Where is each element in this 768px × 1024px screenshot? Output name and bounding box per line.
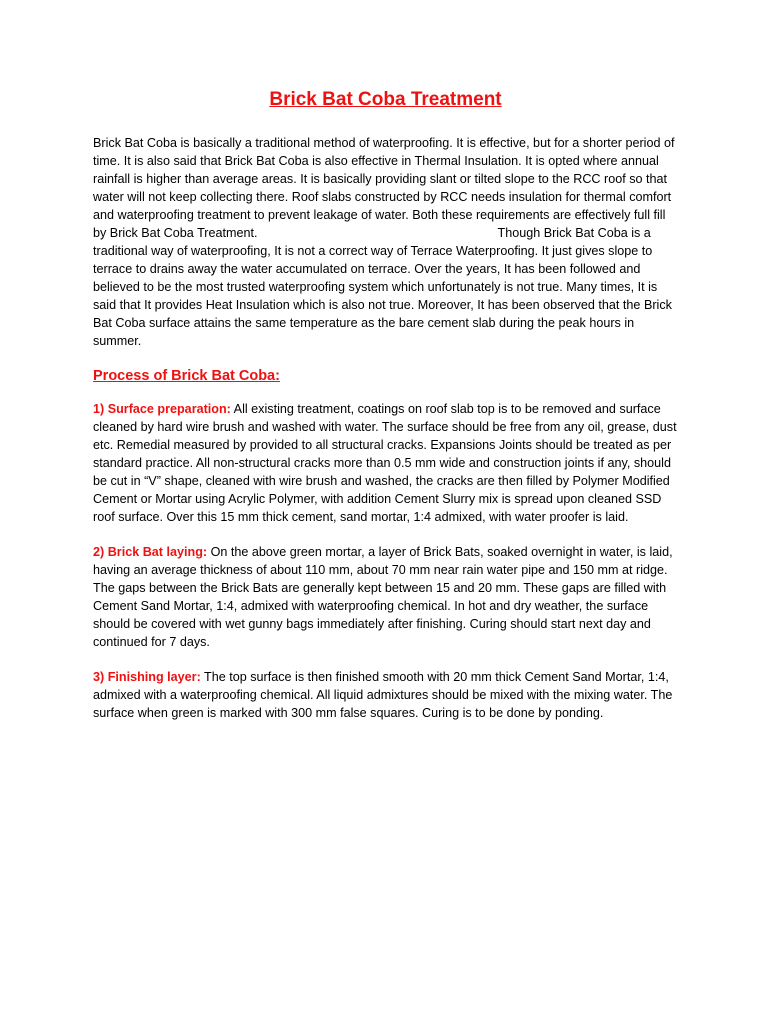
document-title: Brick Bat Coba Treatment [269, 89, 502, 110]
step-text: All existing treatment, coatings on roof slab top is to be removed and surface cleaned by hard wire brush and washed with water. The surface should be free from any oil, grease, dust etc. Remedial measured by provided to all structural cracks. Expansions Joints should be treated as per standard practice. All non-structural cracks more than 0.5 mm wide and construction joints if any, should be cut in “V” shape, cleaned with wire brush and washed, the cracks are then filled by Polymer Modified Cement or Mortar using Acrylic Polymer, with addition Cement Slurry mix is spread upon cleaned SSD roof surface. Over this 15 mm thick cement, sand mortar, 1:4 admixed, with water proofer is laid. [93, 402, 677, 524]
step-label: 1) Surface preparation: [93, 402, 231, 416]
step-label: 2) Brick Bat laying: [93, 545, 208, 559]
process-heading: Process of Brick Bat Coba: [93, 368, 280, 384]
step-label: 3) Finishing layer: [93, 670, 201, 684]
step-text: On the above green mortar, a layer of Brick Bats, soaked overnight in water, is laid, having an average thickness of about 110 mm, about 70 mm near rain water pipe and 150 mm at ridge. The gaps between the Brick Bats are generally kept between 15 and 20 mm. These gaps are filled with Cement Sand Mortar, 1:4, admixed with waterproofing chemical. In hot and dry weather, the surface should be covered with wet gunny bags immediately after finishing. Curing should start next day and continued for 7 days. [93, 545, 673, 649]
step-brick-bat-laying [93, 543, 678, 651]
step-surface-preparation [93, 400, 678, 526]
intro-text-part1: Brick Bat Coba is basically a traditional method of waterproofing. It is effective, but for a shorter period of time. It is also said that Brick Bat Coba is also effective in Thermal Insulation. It is opted where annual rainfall is higher than average areas. It is basically providing slant or tilted slope to the RCC roof so that water will not keep collecting there. Roof slabs constructed by RCC needs insulation for thermal comfort and waterproofing treatment to prevent leakage of water. Both these requirements are effectively full fill by Brick Bat Coba Treatment. [93, 136, 675, 240]
intro-text-part2: Though Brick Bat Coba is a traditional way of waterproofing, It is not a correct way of Terrace Waterproofing. It just gives slope to terrace to drains away the water accumulated on terrace. Over the years, It has been followed and believed to be the most trusted waterproofing system which unfortunately is not true. Many times, It is said that It provides Heat Insulation which is also not true. Moreover, It has been observed that the Brick Bat Coba surface attains the same temperature as the bare cement slab during the peak hours in summer. [93, 226, 672, 348]
document-page [93, 86, 678, 739]
intro-paragraph [93, 134, 678, 350]
step-finishing-layer [93, 668, 678, 722]
step-text: The top surface is then finished smooth with 20 mm thick Cement Sand Mortar, 1:4, admixed with a waterproofing chemical. All liquid admixtures should be mixed with the mixing water. The surface when green is marked with 300 mm false squares. Curing is to be done by ponding. [93, 670, 673, 720]
